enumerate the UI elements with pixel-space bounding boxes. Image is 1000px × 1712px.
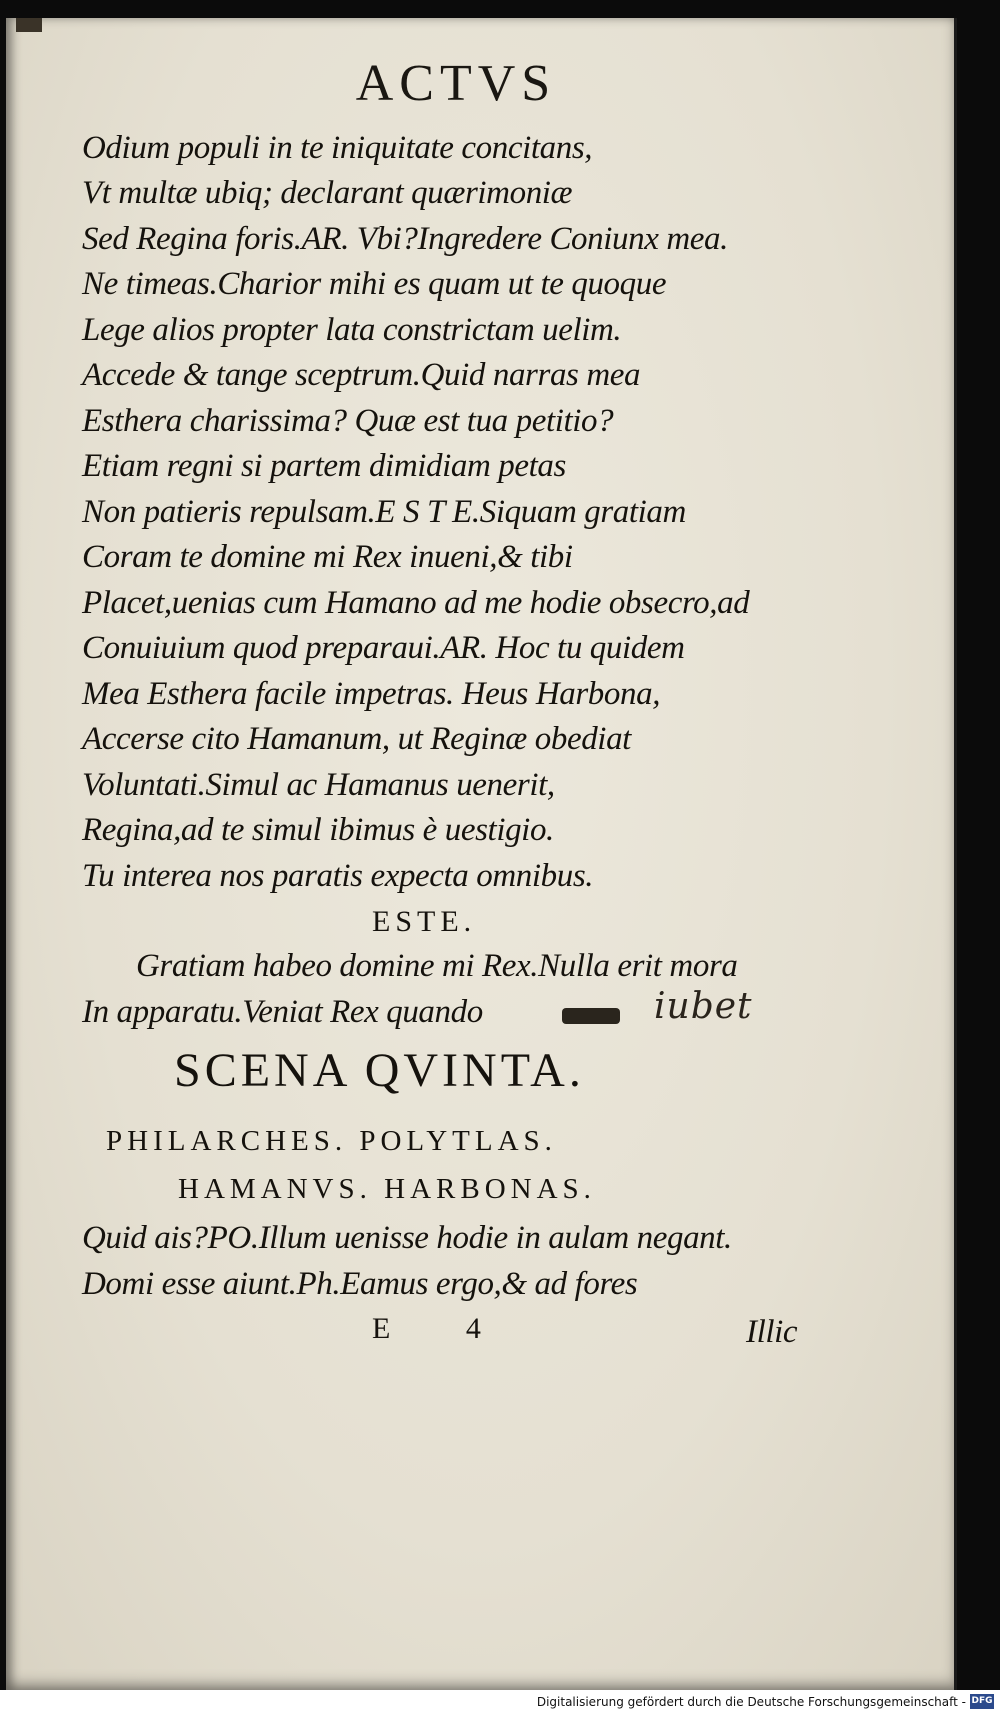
struck-word [562,1008,620,1024]
verse-line: Sed Regina foris.AR. Vbi?Ingredere Coniunx mea. [82,221,728,257]
verse-line: Etiam regni si partem dimidiam petas [82,448,566,484]
scene-title: SCENA QVINTA. [174,1044,585,1097]
speech-line: In apparatu.Veniat Rex quando [82,994,483,1030]
speech-line: Gratiam habeo domine mi Rex.Nulla erit mora [136,948,738,984]
verse-line: Quid ais?PO.Illum uenisse hodie in aulam negant. [82,1220,732,1256]
signature-mark: E 4 [372,1312,515,1345]
running-header: ACTVS [355,55,557,112]
dfg-logo-icon: DFG [970,1694,994,1709]
verse-line: Placet,uenias cum Hamano ad me hodie obsecro,ad [82,585,750,621]
verse-line: Domi esse aiunt.Ph.Eamus ergo,& ad fores [82,1266,638,1302]
verse-line: Odium populi in te iniquitate concitans, [82,130,593,166]
verse-line: Esthera charissima? Quæ est tua petitio? [82,403,614,439]
catchword: Illic [746,1314,798,1350]
verse-line: Mea Esthera facile impetras. Heus Harbona, [82,676,661,712]
verse-line: Accede & tange sceptrum.Quid narras mea [82,357,641,393]
verse-line: Tu interea nos paratis expecta omnibus. [82,858,594,894]
verse-line: Conuiuium quod preparaui.AR. Hoc tu quidem [82,630,685,666]
verse-line: Ne timeas.Charior mihi es quam ut te quoque [82,266,667,302]
handwritten-annotation: iubet [654,986,753,1027]
verse-line: Vt multæ ubiq; declarant quærimoniæ [82,175,573,211]
page-edge-mark [16,18,42,32]
speaker-label: ESTE. [372,905,477,938]
verse-line: Lege alios propter lata constrictam uelim. [82,312,622,348]
book-page [6,18,957,1690]
verse-line: Regina,ad te simul ibimus è uestigio. [82,812,554,848]
verse-line: Voluntati.Simul ac Hamanus uenerit, [82,767,555,803]
verse-line: Coram te domine mi Rex inueni,& tibi [82,539,573,575]
verse-line: Accerse cito Hamanum, ut Reginæ obediat [82,721,631,757]
verse-line: Non patieris repulsam.E S T E.Siquam gratiam [82,494,686,530]
cast-list-line: HAMANVS. HARBONAS. [178,1173,596,1205]
cast-list-line: PHILARCHES. POLYTLAS. [106,1125,557,1157]
footer-bar [0,1690,1000,1712]
funding-credit: Digitalisierung gefördert durch die Deutsche Forschungsgemeinschaft - [536,1695,966,1709]
